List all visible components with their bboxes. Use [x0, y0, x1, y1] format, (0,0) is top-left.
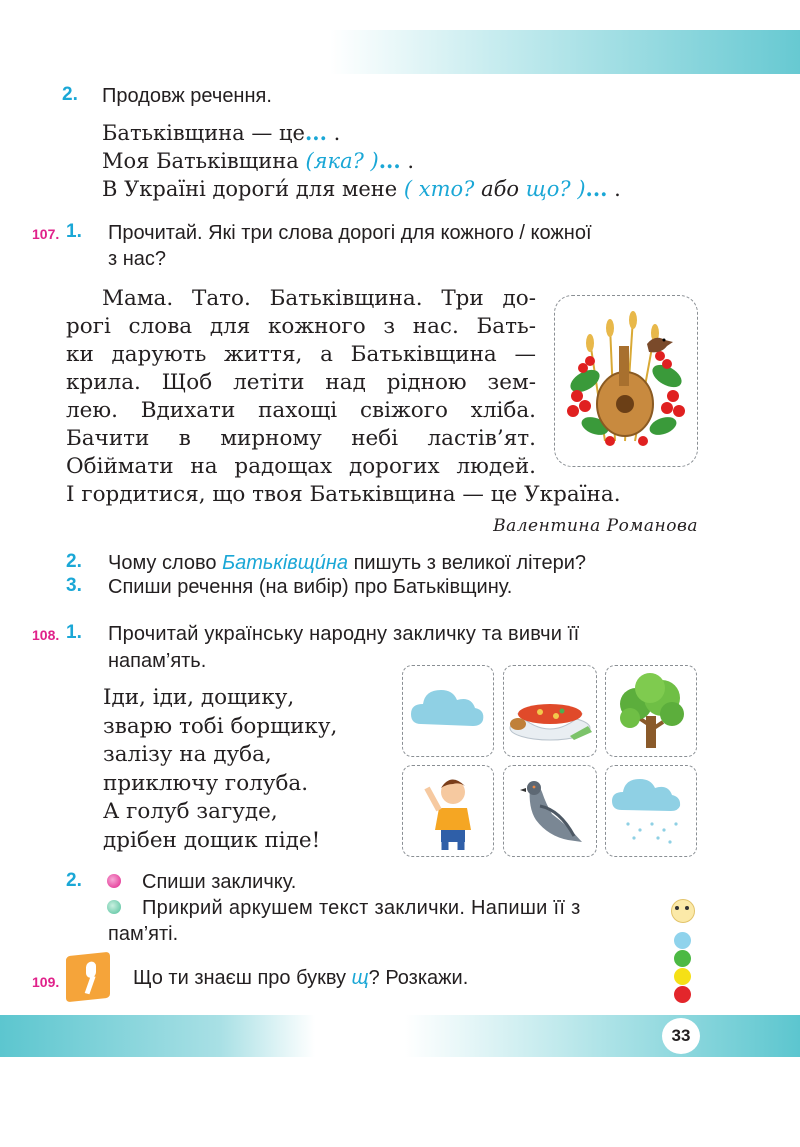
level-dot-green: [674, 950, 691, 967]
picture-card-cloud: [402, 665, 494, 757]
caterpillar-head-icon: [671, 899, 695, 923]
task-instruction: Прикрий аркушем текст заклички. Напиши її з: [142, 897, 581, 919]
task-number: 1.: [66, 622, 82, 643]
task-instruction: Продовж речення.: [102, 85, 272, 107]
picture-card-pigeon: [503, 765, 597, 857]
sentence-line: Моя Батьківщина (яка? )... .: [102, 148, 415, 173]
teal-bullet-icon: [107, 900, 121, 914]
boy-icon: [403, 766, 493, 856]
task-number: 3.: [66, 575, 82, 596]
task-instruction: з нас?: [108, 248, 167, 270]
exercise-number: 107.: [32, 226, 60, 242]
reading-text: Мама. Тато. Батьківщина. Три до- рогі слова для кожного з нас. Бать- ки дарують життя, а Батьківщина — крила. Щоб летіти над рідною зем- лею. Вдихати пахощі свіжого хліба. Бачити в мирному небі ластів’ят. Обіймати на радощах дорогих людей.: [66, 286, 536, 479]
task-number: 2.: [66, 551, 82, 572]
picture-card-rain: [605, 765, 697, 857]
task-number: 2.: [66, 870, 82, 891]
level-dot-blue: [674, 932, 691, 949]
exercise-number: 109.: [32, 974, 60, 990]
task-instruction: напам’ять.: [108, 650, 207, 672]
task-instruction: пам’яті.: [108, 923, 179, 945]
bandura-illustration: [554, 295, 698, 467]
microphone-icon: [66, 952, 110, 1003]
task-instruction: Прочитай українську народну закличку та вивчи її: [108, 623, 580, 645]
sentence-line: Батьківщина — це... .: [102, 120, 341, 145]
header-band: [330, 30, 800, 74]
footer-band-left: [0, 1015, 315, 1057]
author: Валентина Романова: [493, 516, 698, 536]
task-number: 2.: [62, 84, 78, 105]
page-number-badge: [662, 1018, 700, 1054]
pigeon-icon: [504, 766, 596, 856]
level-dot-yellow: [674, 968, 691, 985]
picture-card-borsch: [503, 665, 597, 757]
task-instruction: Чому слово Батьківщи́на пишуть з великої літери?: [108, 552, 586, 574]
footer-band-right: [405, 1015, 800, 1057]
task-instruction: Спиши закличку.: [142, 871, 297, 893]
chant-text: Іди, іди, дощику, зварю тобі борщику, залізу на дуба, приключу голуба. А голуб загуде, дрібен дощик піде!: [103, 685, 338, 853]
sentence-line: В Україні дороги́ для мене ( хто? або що? )... .: [102, 176, 621, 201]
picture-card-boy: [402, 765, 494, 857]
cloud-icon: [403, 666, 493, 756]
task-number: 1.: [66, 221, 82, 242]
picture-card-oak: [605, 665, 697, 757]
bandura-icon: [555, 296, 697, 466]
borsch-bowl-icon: [504, 666, 596, 756]
caterpillar-icon: [666, 897, 700, 1007]
magenta-bullet-icon: [107, 874, 121, 888]
reading-text-last-line: І гордитися, що твоя Батьківщина — це Україна.: [66, 482, 621, 507]
level-dot-red: [674, 986, 691, 1003]
exercise-number: 108.: [32, 627, 60, 643]
oak-tree-icon: [606, 666, 696, 756]
task-instruction: Прочитай. Які три слова дорогі для кожного / кожної: [108, 222, 592, 244]
rain-cloud-icon: [606, 766, 696, 856]
page-number: 33: [671, 1026, 691, 1045]
task-instruction: Спиши речення (на вибір) про Батьківщину.: [108, 576, 513, 598]
task-instruction: Що ти знаєш про букву щ? Розкажи.: [133, 967, 469, 989]
